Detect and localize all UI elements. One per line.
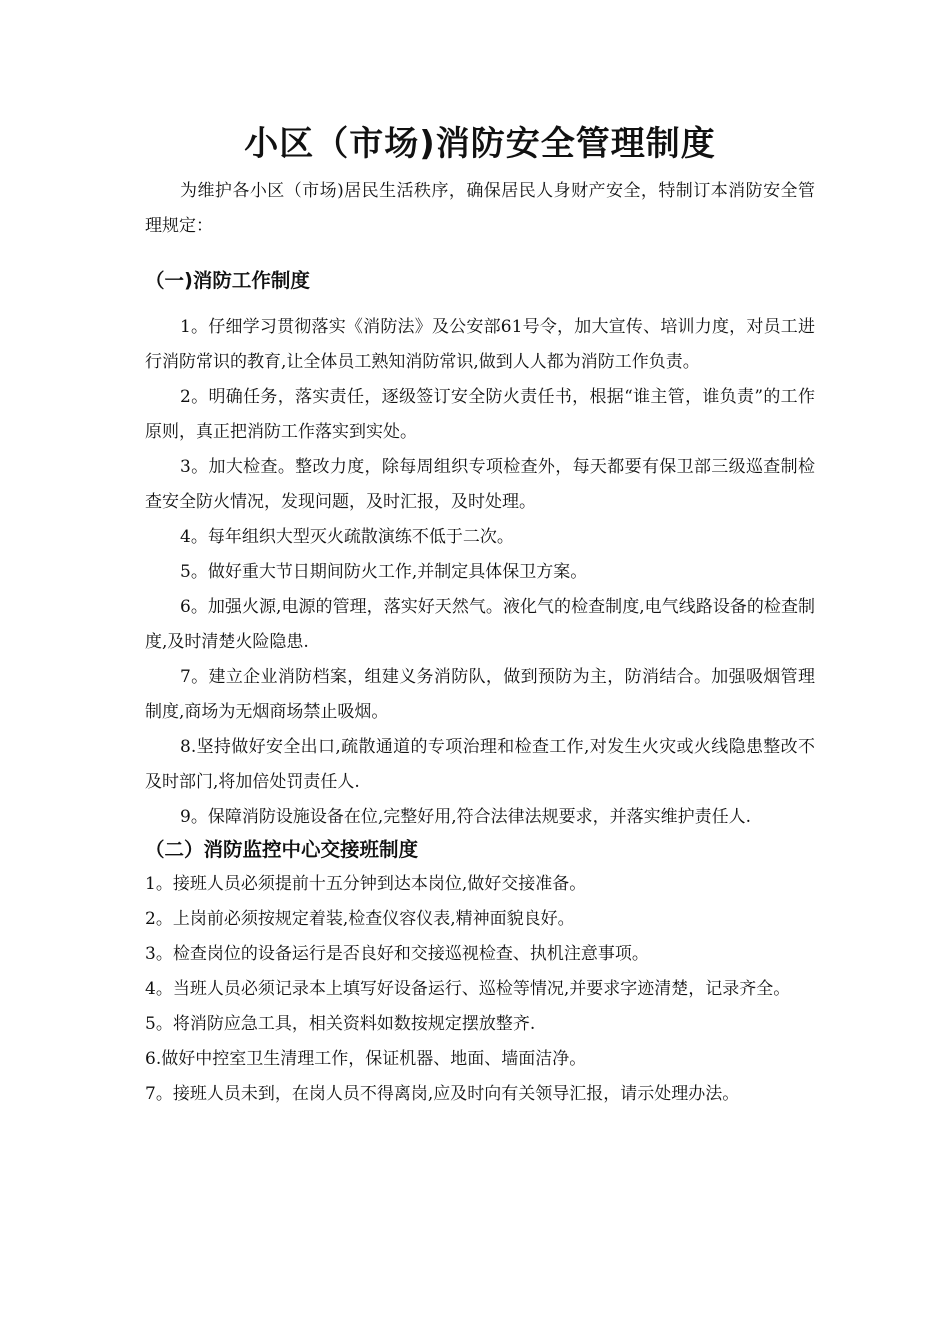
list-item: 2。明确任务，落实责任，逐级签订安全防火责任书，根据“谁主管，谁负责”的工作原则，真正把消防工作落实到实处。 (145, 387, 815, 442)
list-item: 9。保障消防设施设备在位,完整好用,符合法律法规要求，并落实维护责任人. (180, 807, 752, 827)
section-heading-fire-work: （一)消防工作制度 (145, 269, 310, 292)
list-item: 6。加强火源,电源的管理，落实好天然气。液化气的检查制度,电气线路设备的检查制度,及时清楚火险隐患. (145, 597, 815, 652)
intro-paragraph: 为维护各小区（市场)居民生活秩序，确保居民人身财产安全，特制订本消防安全管理规定： (145, 181, 815, 236)
list-item: 5。做好重大节日期间防火工作,并制定具体保卫方案。 (180, 562, 588, 582)
list-item: 1。仔细学习贯彻落实《消防法》及公安部61号令，加大宣传、培训力度，对员工进行消防常识的教育,让全体员工熟知消防常识,做到人人都为消防工作负责。 (145, 317, 815, 372)
list-item: 2。上岗前必须按规定着装,检查仪容仪表,精神面貌良好。 (145, 909, 575, 929)
section-list-fire-work (145, 310, 815, 835)
list-item: 7。接班人员未到，在岗人员不得离岗,应及时向有关领导汇报，请示处理办法。 (145, 1084, 740, 1104)
list-item: 5。将消防应急工具，相关资料如数按规定摆放整齐. (145, 1014, 536, 1034)
section-heading-monitoring-shift: （二）消防监控中心交接班制度 (145, 838, 419, 861)
section-list-monitoring-shift (145, 867, 815, 1112)
list-item: 3。检查岗位的设备运行是否良好和交接巡视检查、执机注意事项。 (145, 944, 649, 964)
list-item: 6.做好中控室卫生清理工作，保证机器、地面、墙面洁净。 (145, 1049, 587, 1069)
list-item: 7。建立企业消防档案，组建义务消防队，做到预防为主，防消结合。加强吸烟管理制度,商场为无烟商场禁止吸烟。 (145, 667, 815, 722)
list-item: 1。接班人员必须提前十五分钟到达本岗位,做好交接准备。 (145, 874, 587, 894)
list-item: 4。每年组织大型灭火疏散演练不低于二次。 (180, 527, 514, 547)
document-page (145, 120, 815, 1112)
list-item: 4。当班人员必须记录本上填写好设备运行、巡检等情况,并要求字迹清楚，记录齐全。 (145, 979, 791, 999)
list-item: 8.坚持做好安全出口,疏散通道的专项治理和检查工作,对发生火灾或火线隐患整改不及时部门,将加倍处罚责任人. (145, 737, 815, 792)
list-item: 3。加大检查。整改力度，除每周组织专项检查外，每天都要有保卫部三级巡查制检查安全防火情况，发现问题，及时汇报，及时处理。 (145, 457, 815, 512)
document-title: 小区（市场)消防安全管理制度 (244, 124, 716, 164)
